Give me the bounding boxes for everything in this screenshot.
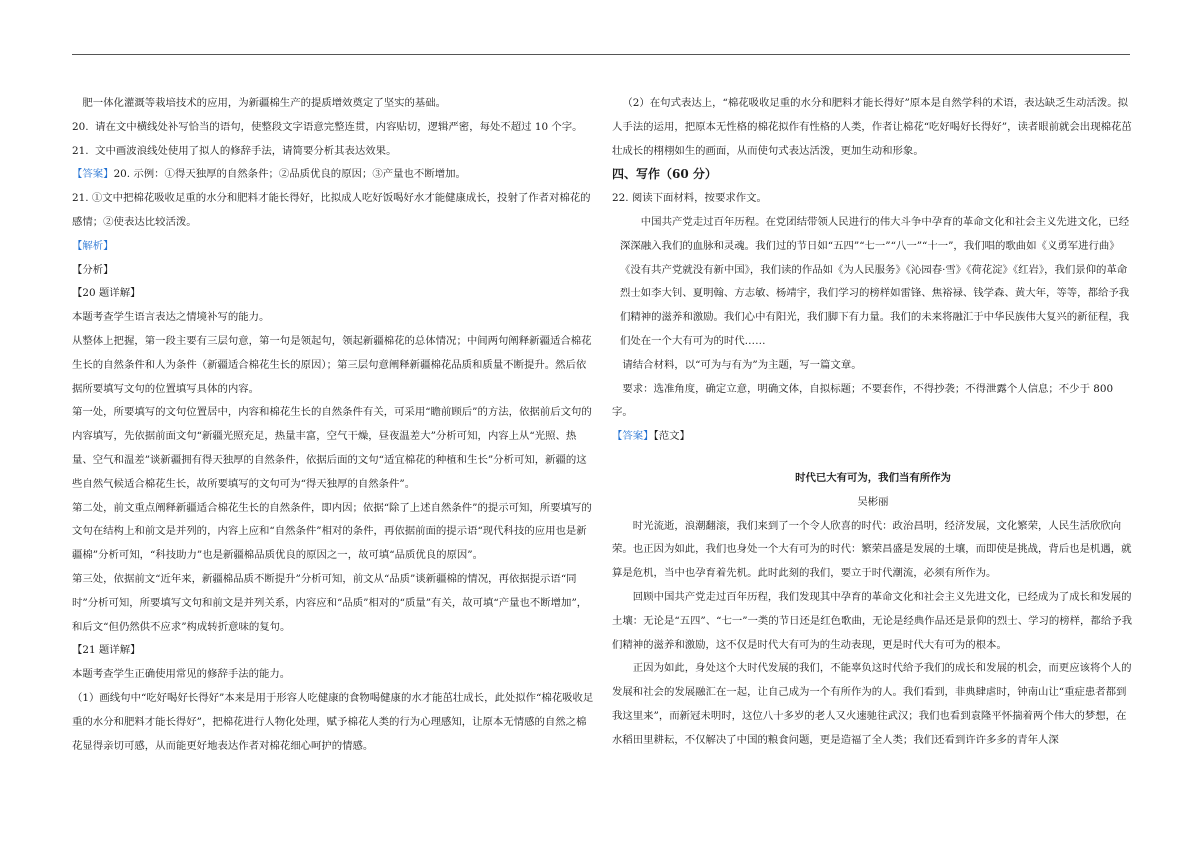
question-20: 20. 请在文中横线处补写恰当的语句，使整段文字语意完整连贯，内容贴切，逻辑严密，每处不超过 10 个字。 xyxy=(72,120,583,133)
question-21: 21. 文中画波浪线处使用了拟人的修辞手法，请简要分析其表达效果。 xyxy=(72,144,397,157)
answer-21: 21. ①文中把棉花吸收足重的水分和肥料才能长得好，比拟成人吃好饭喝好水才能健康成长，投射了作者对棉花的感情；②使表达比较活泼。 xyxy=(72,192,591,228)
fanwen-tag: 【范文】 xyxy=(653,430,690,443)
answer-fanwen-line xyxy=(612,425,1134,449)
answer-20-line xyxy=(72,163,594,187)
detail-20-para-2: 从整体上把握，第一段主要有三层句意，第一句是领起句，领起新疆棉花的总体情况；中间两句阐释新疆适合棉花生长的自然条件和人为条件（新疆适合棉花生长的原因）；第三层句意阐释新疆棉花品质和质量不断提升。然后依据所要填写文句的位置填写具体的内容。 xyxy=(72,334,592,395)
essay-para-1: 时光流逝，浪潮翻滚，我们来到了一个令人欣喜的时代：政治昌明，经济发展，文化繁荣，人民生活欣欣向荣。也正因为如此，我们也身处一个大有可为的时代：繁荣昌盛是发展的土壤，而即使是挑战，背后也是机遇，就算是危机，当中也孕育着先机。此时此刻的我们，要立于时代潮流，必须有所作为。 xyxy=(612,519,1132,580)
left-column xyxy=(72,92,594,758)
essay-author: 吴彬丽 xyxy=(857,495,889,508)
right-column xyxy=(612,92,1134,753)
fenxi-tag: 【分析】 xyxy=(72,263,114,276)
header-rule xyxy=(72,54,1130,55)
detail-20-para-4: 第二处，前文重点阐释新疆适合棉花生长的自然条件，即内因；依据“除了上述自然条件”的提示可知，所要填写的文句在结构上和前文是并列的，内容上应和“自然条件”相对的条件，再依据前面的提示语“现代科技的应用也是新疆棉”分析可知，“科技助力”也是新疆棉品质优良的原因之一，故可填“品质优良的原因”。 xyxy=(72,501,592,562)
detail-20-para-1: 本题考查学生语言表达之情境补写的能力。 xyxy=(72,311,270,324)
answer-tag: 【答案】 xyxy=(72,168,114,181)
detail-20-tag: 【20 题详解】 xyxy=(72,287,141,300)
essay-title: 时代已大有可为，我们当有所作为 xyxy=(795,471,951,484)
writing-prompt: 请结合材料，以“可为与有为”为主题，写一篇文章。 xyxy=(622,358,862,371)
detail-20-para-5: 第三处，依据前文“近年来，新疆棉品质不断提升”分析可知，前文从“品质”谈新疆棉的情况，再依据提示语“同时”分析可知，所要填写文句和前文是并列关系，内容应和“品质”相对的“质量”有关，故可填“产量也不断增加”，和后文“但仍然供不应求”构成转折意味的复句。 xyxy=(72,572,588,633)
essay-para-2: 回顾中国共产党走过百年历程，我们发现其中孕育的革命文化和社会主义先进文化，已经成为了成长和发展的土壤：无论是“五四”、“七一”一类的节日还是红色歌曲，无论是经典作品还是景仰的烈士、学习的榜样，都给予我们精神的滋养和激励，这不仅是时代大有可为的生动表现，更是时代大有可为的根本。 xyxy=(612,590,1132,651)
section-writing-title: 四、写作（60 分） xyxy=(612,167,717,182)
detail-21-para-1: 本题考查学生正确使用常见的修辞手法的能力。 xyxy=(72,668,291,681)
question-22: 22. 阅读下面材料，按要求作文。 xyxy=(612,192,767,205)
paragraph-cotton-tech: 肥一体化灌溉等栽培技术的应用，为新疆棉生产的提质增效奠定了坚实的基础。 xyxy=(82,97,447,109)
detail-21-para-3: （2）在句式表达上，“棉花吸收足重的水分和肥料才能长得好”原本是自然学科的术语，表达缺乏生动活泼。拟人手法的运用，把原本无性格的棉花拟作有性格的人类，作者让棉花“吃好喝好长得好”，读者眼前就会出现棉花茁壮成长的栩栩如生的画面，从而使句式表达活泼，更加生动和形象。 xyxy=(612,97,1132,157)
answer-20: 20. 示例：①得天独厚的自然条件；②品质优良的原因；③产量也不断增加。 xyxy=(113,168,466,181)
answer-tag-right: 【答案】 xyxy=(612,430,654,443)
analysis-tag: 【解析】 xyxy=(72,239,114,252)
detail-20-para-3: 第一处，所要填写的文句位置居中，内容和棉花生长的自然条件有关，可采用“瞻前顾后”的方法，依据前后文句的内容填写，先依据前面文句“新疆光照充足，热量丰富，空气干燥，昼夜温差大”分析可知，内容上从“光照、热量、空气和温差”谈新疆拥有得天独厚的自然条件，依据后面的文句“适宜棉花的种植和生长”分析可知，新疆的这些自然气候适合棉花生长，故所要填写的文句可为“得天独厚的自然条件”。 xyxy=(72,406,592,490)
spacer xyxy=(612,449,1134,461)
writing-requirements: 要求：选准角度，确定立意，明确文体，自拟标题；不要套作，不得抄袭；不得泄露个人信息；不少于 800 字。 xyxy=(612,382,1114,419)
writing-material: 中国共产党走过百年历程。在党团结带领人民进行的伟大斗争中孕育的革命文化和社会主义先进文化，已经深深融入我们的血脉和灵魂。我们过的节日如“五四”“七一”“八一”“十一”，我们唱的歌曲如《义勇军进行曲》《没有共产党就没有新中国》，我们读的作品如《为人民服务》《沁园春·雪》《荷花淀》《红岩》，我们景仰的革命烈士如李大钊、夏明翰、方志敏、杨靖宇，我们学习的榜样如雷锋、焦裕禄、钱学森、黄大年，等等，都给予我们精神的滋养和激励。我们心中有阳光，我们脚下有力量。我们的未来将融汇于中华民族伟大复兴的新征程，我们处在一个大有可为的时代…… xyxy=(620,215,1130,347)
essay-para-3: 正因为如此，身处这个大时代发展的我们，不能辜负这时代给予我们的成长和发展的机会，而更应该将个人的发展和社会的发展融汇在一起，让自己成为一个有所作为的人。我们看到，非典肆虐时，钟南山让“重症患者都到我这里来”，而新冠未明时，这位八十多岁的老人又火速驰往武汉；我们也看到袁隆平怀揣着两个伟大的梦想，在水稻田里耕耘，不仅解决了中国的粮食问题，更是造福了全人类；我们还看到许许多多的青年人深 xyxy=(612,662,1132,746)
detail-21-para-2: （1）画线句中“吃好喝好长得好”本来是用于形容人吃健康的食物喝健康的水才能茁壮成长，此处拟作“棉花吸收足重的水分和肥料才能长得好”，把棉花进行人物化处理，赋予棉花人类的行为心理感知，让原本无情感的自然之棉花显得亲切可感，从而能更好地表达作者对棉花细心呵护的情感。 xyxy=(72,691,594,752)
detail-21-tag: 【21 题详解】 xyxy=(72,644,141,657)
